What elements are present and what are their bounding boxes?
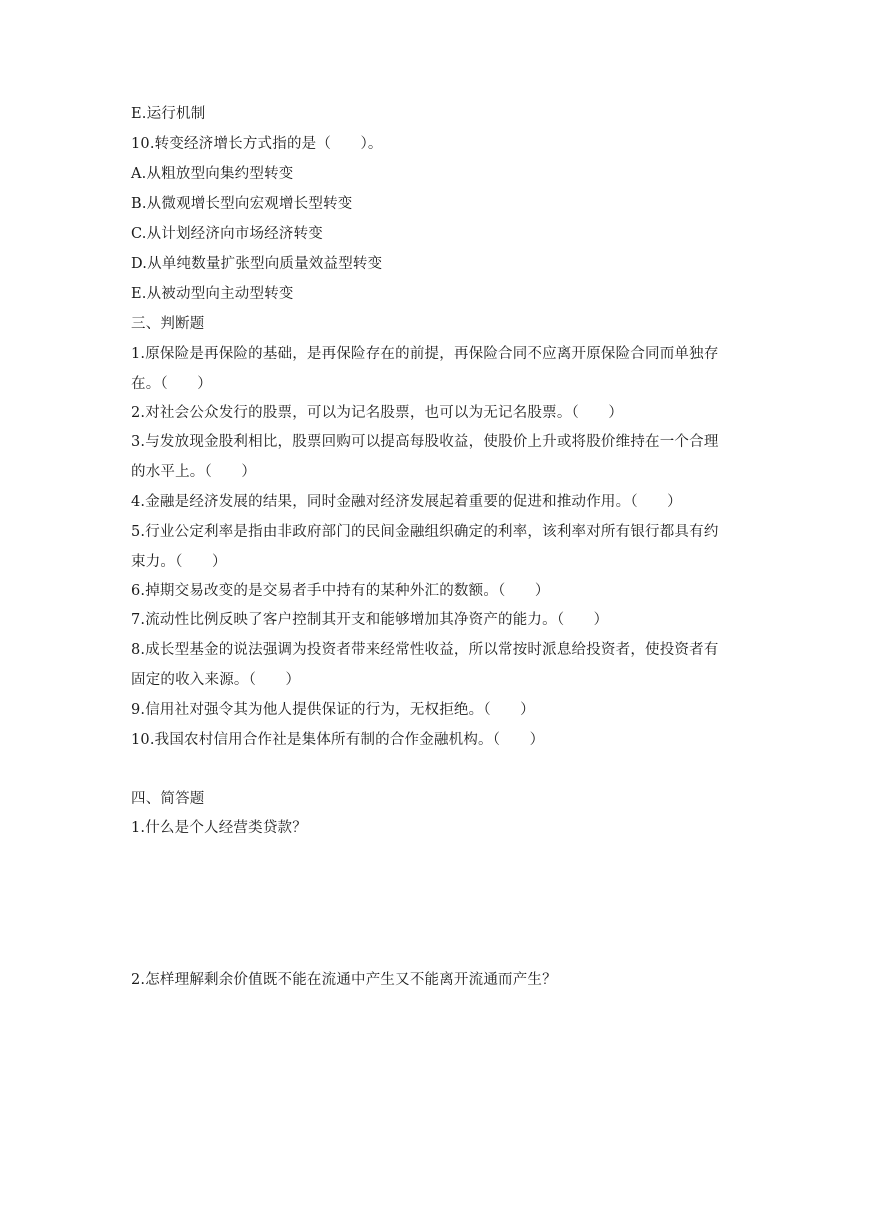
item-line: 2.对社会公众发行的股票，可以为记名股票，也可以为无记名股票。（ ） [131,405,624,421]
item-line: 1.原保险是再保险的基础，是再保险存在的前提，再保险合同不应离开原保险合同而单独存 [131,346,719,362]
option-d: D.从单纯数量扩张型向质量效益型转变 [131,256,383,272]
item-line: 在。（ ） [131,376,212,392]
section-heading: 三、判断题 [131,316,205,332]
option-c: C.从计划经济向市场经济转变 [131,226,323,242]
item-line: 10.我国农村信用合作社是集体所有制的合作金融机构。（ ） [131,732,545,748]
short-answer-question: 2.怎样理解剩余价值既不能在流通中产生又不能离开流通而产生？ [131,972,557,988]
short-answer-question: 1.什么是个人经营类贷款？ [131,820,307,836]
item-line: 8.成长型基金的说法强调为投资者带来经常性收益，所以常按时派息给投资者，使投资者有 [131,642,719,658]
prev-question-option-e: E.运行机制 [131,106,206,122]
item-line: 4.金融是经济发展的结果，同时金融对经济发展起着重要的促进和推动作用。（ ） [131,494,682,510]
item-line: 固定的收入来源。（ ） [131,672,301,688]
item-line: 束力。（ ） [131,554,227,570]
option-a: A.从粗放型向集约型转变 [131,166,294,182]
item-line: 6.掉期交易改变的是交易者手中持有的某种外汇的数额。（ ） [131,583,550,599]
item-line: 3.与发放现金股利相比，股票回购可以提高每股收益，使股价上升或将股价维持在一个合理 [131,434,719,450]
item-line: 的水平上。（ ） [131,464,257,480]
item-line: 9.信用社对强令其为他人提供保证的行为，无权拒绝。（ ） [131,702,535,718]
item-line: 7.流动性比例反映了客户控制其开支和能够增加其净资产的能力。（ ） [131,612,609,628]
section-heading: 四、简答题 [131,791,205,807]
option-e: E.从被动型向主动型转变 [131,286,294,302]
item-line: 5.行业公定利率是指由非政府部门的民间金融组织确定的利率，该利率对所有银行都具有约 [131,524,719,540]
question-stem: 10.转变经济增长方式指的是（ ）。 [131,136,383,152]
option-b: B.从微观增长型向宏观增长型转变 [131,196,353,212]
